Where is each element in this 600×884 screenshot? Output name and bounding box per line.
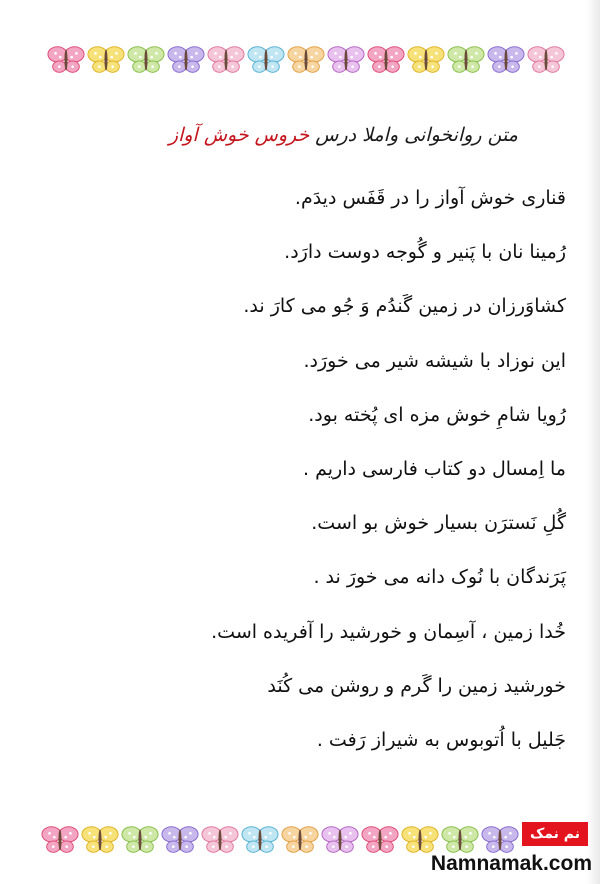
butterfly-icon xyxy=(128,47,164,73)
dictation-line: جَلیل با اُتوبوس به شیراز رَفت . xyxy=(316,728,566,751)
top-butterfly-border xyxy=(46,38,566,82)
butterfly-icon xyxy=(288,47,324,73)
butterfly-icon xyxy=(528,47,564,73)
dictation-line: رُمینا نان با پَنیر و گُوجه دوست دارَد. xyxy=(284,241,566,264)
butterfly-icon xyxy=(448,47,484,73)
dictation-line: قناری خوش آواز را در قَفَس دیدَم. xyxy=(294,187,566,209)
butterfly-icon xyxy=(202,827,238,853)
butterfly-icon xyxy=(48,47,84,73)
butterfly-icon xyxy=(88,47,124,73)
butterfly-icon xyxy=(488,47,524,73)
dictation-line: خُدا زمین ، آسِمان و خورشید را آفریده است. xyxy=(211,620,566,643)
title-prefix: متن روانخوانی واملا درس xyxy=(315,124,518,146)
butterfly-icon xyxy=(82,827,118,853)
page-edge xyxy=(586,0,600,884)
butterfly-icon xyxy=(42,827,78,853)
butterfly-icon xyxy=(482,827,518,853)
dictation-line: ما اِمسال دو کتاب فارسی داریم . xyxy=(303,457,566,480)
butterfly-icon xyxy=(242,827,278,853)
butterfly-icon xyxy=(408,47,444,73)
lesson-title: خروس خوش آواز xyxy=(168,124,310,146)
butterfly-icon xyxy=(248,47,284,73)
butterfly-icon xyxy=(122,827,158,853)
butterfly-icon xyxy=(402,827,438,853)
butterfly-icon xyxy=(368,47,404,73)
butterfly-icon xyxy=(208,47,244,73)
dictation-line: رُویا شامِ خوش مزه ای پُخته بود. xyxy=(308,403,566,426)
brand-url[interactable]: Namnamak.com xyxy=(430,852,592,875)
butterfly-icon xyxy=(282,827,318,853)
dictation-lines xyxy=(46,178,566,774)
butterfly-icon xyxy=(328,47,364,73)
butterfly-icon xyxy=(162,827,198,853)
butterfly-icon xyxy=(442,827,478,853)
dictation-line: پَرَندگان با نُوک دانه می خورَ ند . xyxy=(313,566,566,589)
butterfly-icon xyxy=(168,47,204,73)
dictation-line: خورشید زمین را گَرم و روشن می کُنَد xyxy=(267,674,566,697)
butterfly-icon-row xyxy=(46,38,566,82)
butterfly-icon xyxy=(322,827,358,853)
dictation-line: گُلِ نَسترَن بسیار خوش بو است. xyxy=(311,512,566,535)
page-title xyxy=(58,124,518,146)
butterfly-icon xyxy=(362,827,398,853)
dictation-line: کشاوَرزان در زمین گَندُم وَ جُو می کارَ ند. xyxy=(243,295,566,318)
dictation-line: این نوزاد با شیشه شیر می خورَد. xyxy=(303,349,566,372)
brand-badge: نم نمک xyxy=(522,822,588,846)
